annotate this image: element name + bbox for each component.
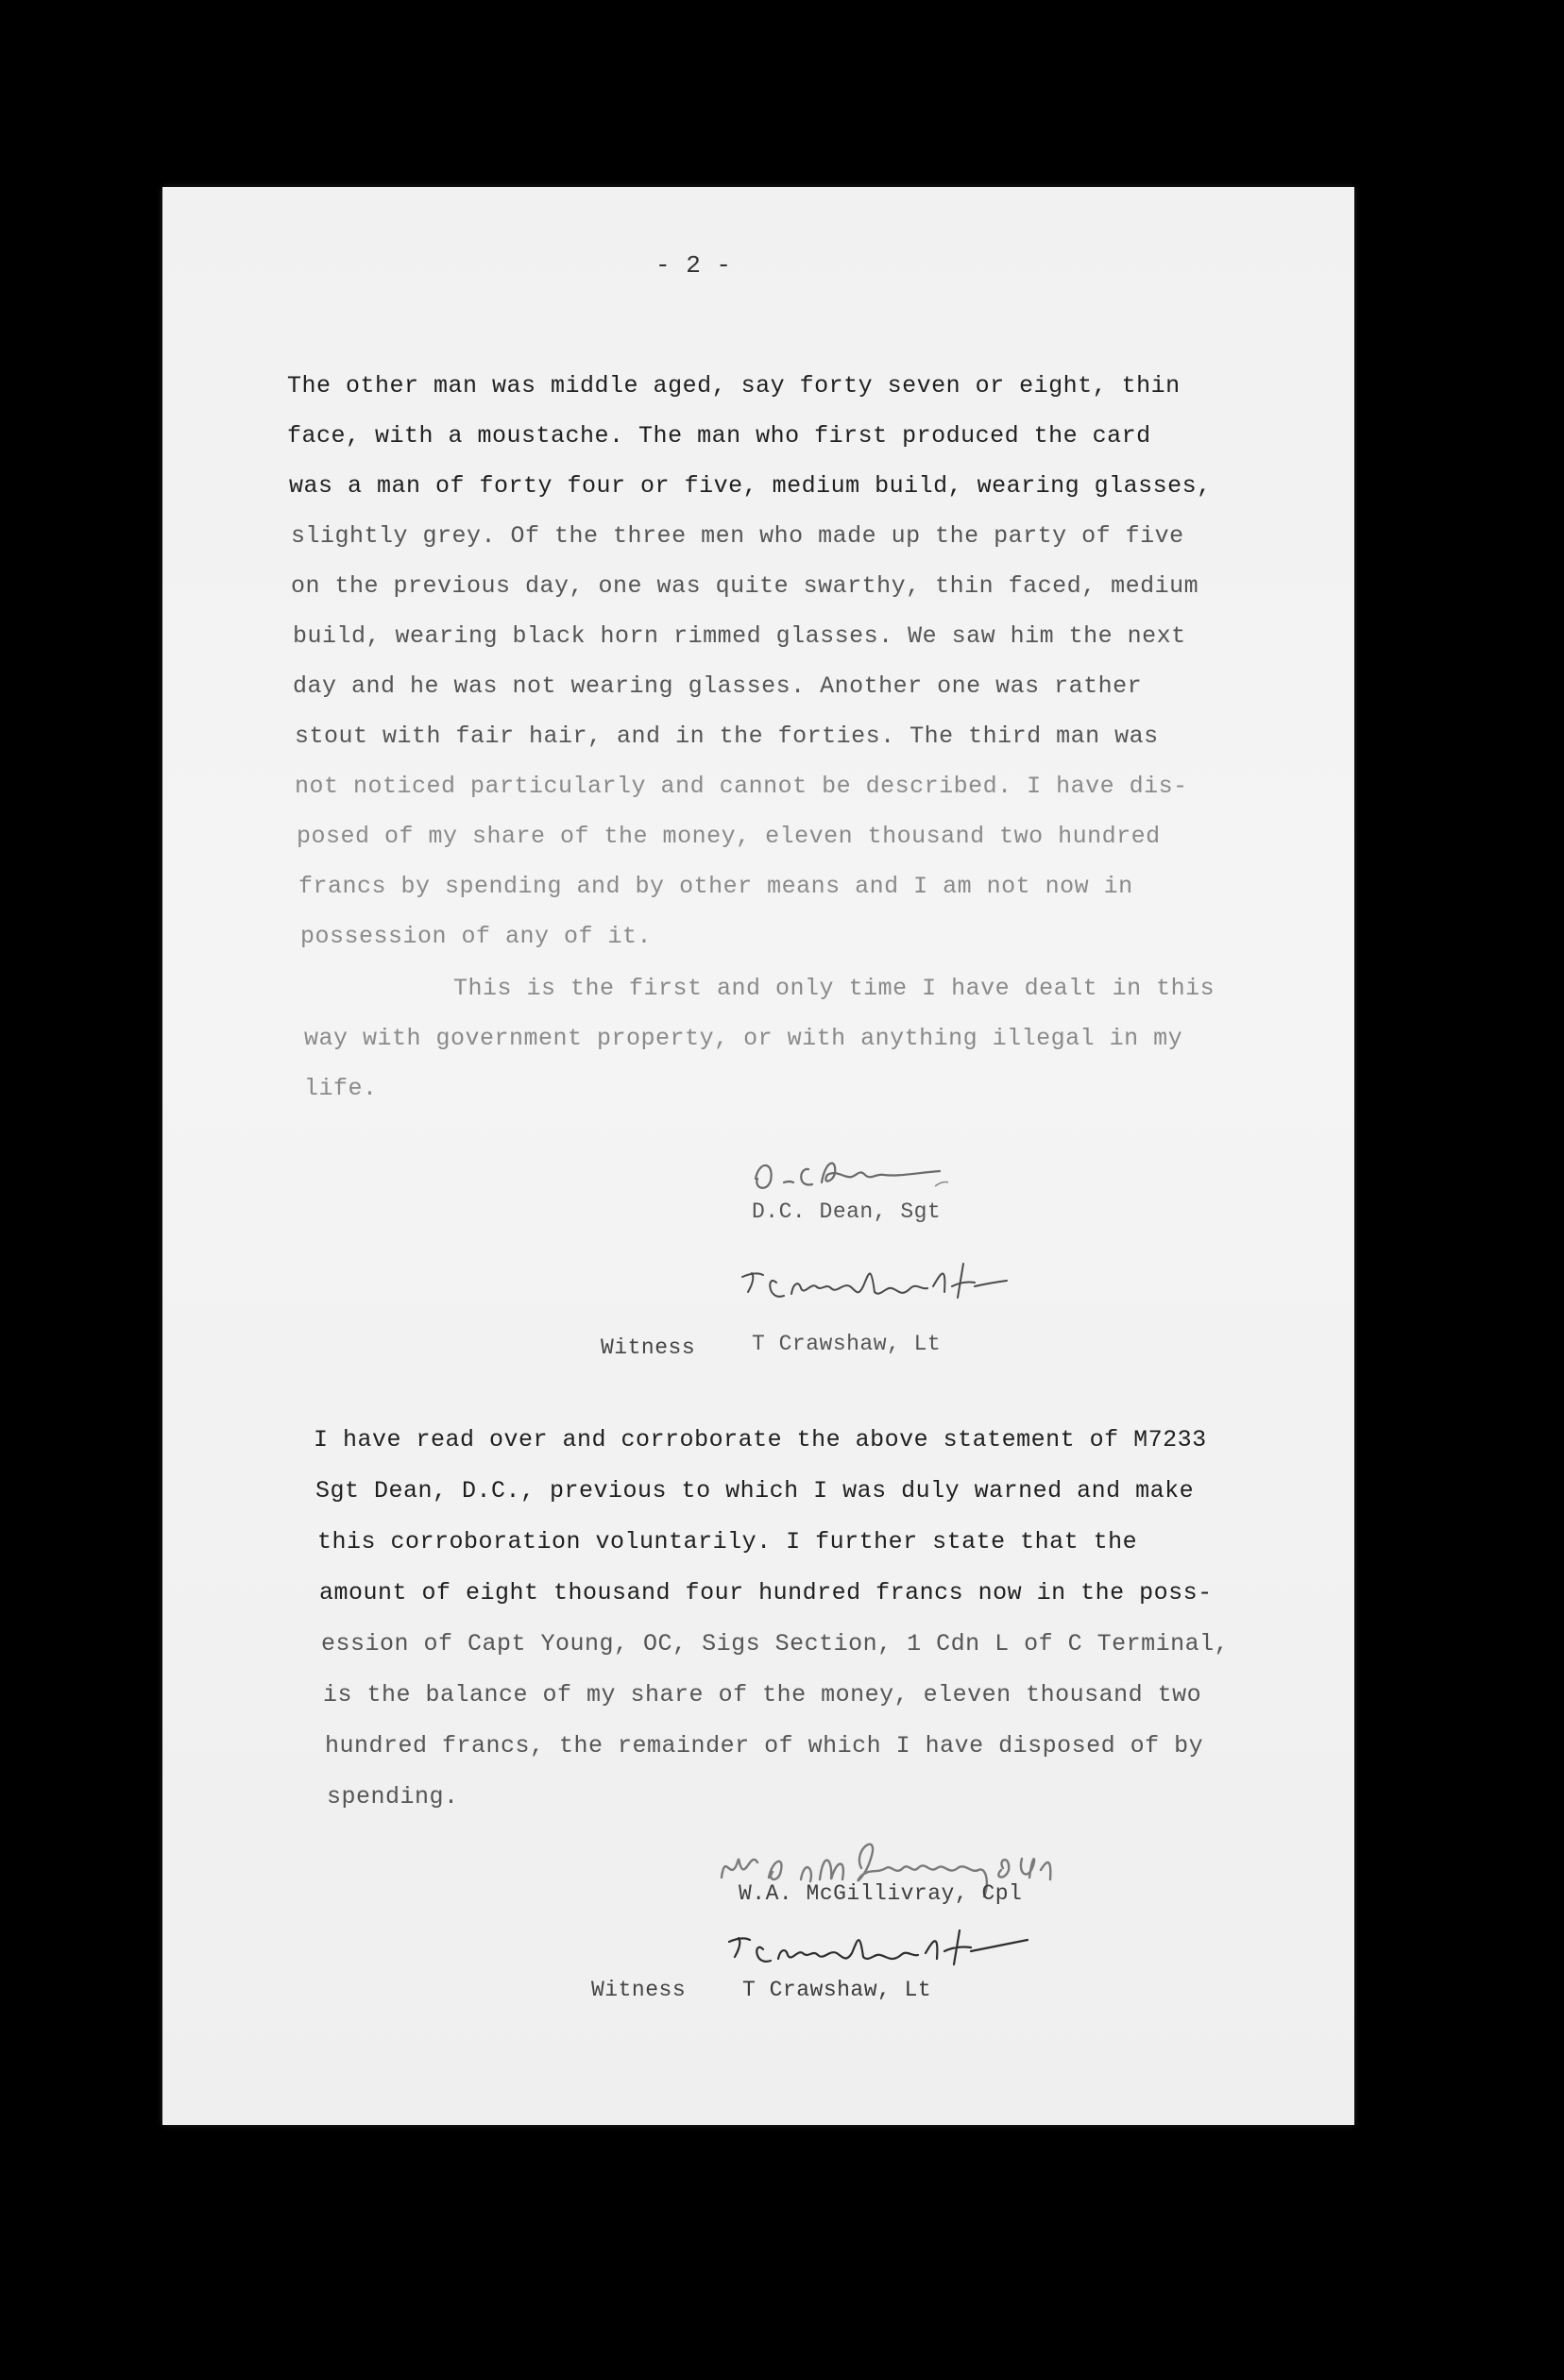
statement-line: was a man of forty four or five, medium build, wearing glasses, (289, 472, 1212, 500)
statement-line: The other man was middle aged, say forty seven or eight, thin (287, 372, 1181, 400)
dean-name: D.C. Dean, Sgt (752, 1199, 942, 1224)
corroboration-line: ession of Capt Young, OC, Sigs Section, 1 Cdn L of C Terminal, (321, 1630, 1230, 1658)
dean-handwritten-signature (746, 1141, 992, 1207)
statement-line: face, with a moustache. The man who first produced the card (287, 422, 1151, 450)
mcgillivray-name: W.A. McGillivray, Cpl (739, 1881, 1023, 1906)
statement-line: build, wearing black horn rimmed glasses. We saw him the next (293, 622, 1186, 650)
corroboration-line: Sgt Dean, D.C., previous to which I was duly warned and make (315, 1477, 1195, 1504)
statement-line: on the previous day, one was quite swarthy, thin faced, medium (291, 572, 1199, 600)
document-page (162, 187, 1354, 2125)
witness-1-name: T Crawshaw, Lt (752, 1332, 942, 1356)
statement-line: possession of any of it. (300, 923, 653, 950)
witness-1-label: Witness (601, 1335, 696, 1360)
corroboration-line: spending. (327, 1783, 459, 1810)
statement-line: not noticed particularly and cannot be described. I have dis- (295, 773, 1188, 800)
page-number: - 2 - (655, 251, 732, 280)
corroboration-line: I have read over and corroborate the above statement of M7233 (314, 1426, 1207, 1454)
closing-line: way with government property, or with anything illegal in my (304, 1025, 1183, 1052)
witness-2-name: T Crawshaw, Lt (742, 1978, 932, 2002)
statement-line: day and he was not wearing glasses. Another one was rather (293, 672, 1143, 700)
corroboration-line: is the balance of my share of the money, eleven thousand two (323, 1681, 1202, 1708)
statement-line: posed of my share of the money, eleven thousand two hundred (297, 823, 1161, 850)
statement-line: stout with fair hair, and in the forties. The third man was (295, 722, 1159, 750)
crawshaw-handwritten-signature (739, 1245, 1022, 1320)
corroboration-line: hundred francs, the remainder of which I have disposed of by (325, 1732, 1204, 1760)
crawshaw-handwritten-signature (725, 1912, 1046, 1978)
corroboration-line: amount of eight thousand four hundred francs now in the poss- (319, 1579, 1213, 1606)
statement-line: slightly grey. Of the three men who made up the party of five (291, 522, 1184, 550)
statement-line: francs by spending and by other means and I am not now in (298, 873, 1133, 900)
witness-2-label: Witness (591, 1978, 687, 2002)
closing-line: life. (304, 1075, 378, 1102)
corroboration-line: this corroboration voluntarily. I further state that the (317, 1528, 1138, 1556)
closing-line: This is the first and only time I have dealt in this (453, 975, 1216, 1002)
